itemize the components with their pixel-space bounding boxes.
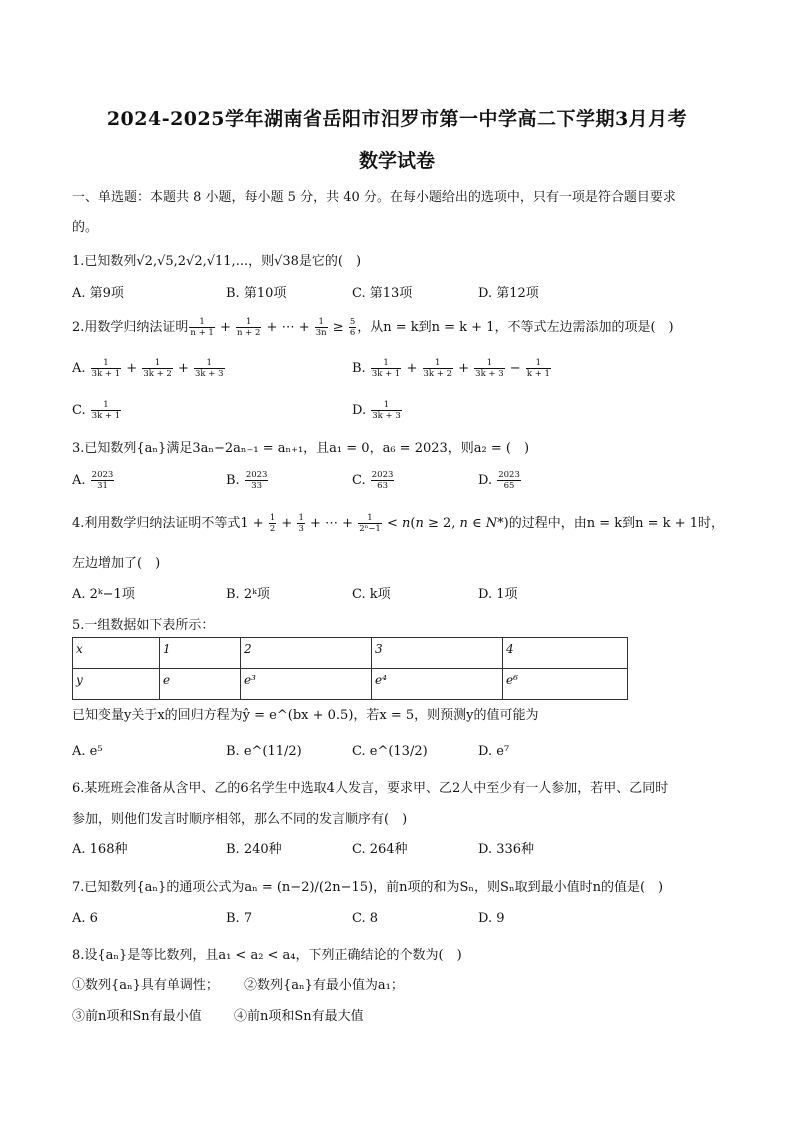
table-cell: 1	[160, 638, 241, 669]
question-2-stem-post: ，从n = k到n = k + 1，不等式左边需添加的项是( )	[357, 320, 674, 335]
question-3-option-a: A. $\frac{2023}{31}$	[72, 470, 114, 491]
section-instructions-line2: 的。	[72, 220, 99, 235]
table-cell: e⁴	[372, 669, 503, 700]
question-8-item-1: ①数列{aₙ}具有单调性；	[72, 978, 219, 993]
section-instructions-line1: 一、单选题：本题共 8 小题，每小题 5 分，共 40 分。在每小题给出的选项中，只有一项是符合题目要求	[72, 190, 676, 205]
page-subtitle: 数学试卷	[358, 150, 435, 172]
table-row	[73, 669, 628, 700]
table-cell: e⁶	[503, 669, 628, 700]
question-1-stem: 1.已知数列√2,√5,2√2,√11,...，则√38是它的( )	[72, 254, 362, 269]
question-1-option-d: D. 第12项	[478, 286, 539, 301]
table-row	[73, 638, 628, 669]
question-4-stem-line2: 左边增加了( )	[72, 556, 161, 571]
question-5-stem: 5.一组数据如下表所示：	[72, 618, 215, 633]
table-cell: e	[160, 669, 241, 700]
question-7-stem: 7.已知数列{aₙ}的通项公式为aₙ = (n−2)/(2n−15)，前n项的和为Sₙ，则Sₙ取到最小值时n的值是( )	[72, 880, 664, 895]
question-2-option-b: B. $\frac{1}{3k + 1}$ + $\frac{1}{3k + 2}$ + $\frac{1}{3k + 3}$ − $\frac{1}{k + 1}$	[352, 358, 550, 379]
question-5-option-d: D. e⁷	[478, 744, 510, 759]
question-1-option-b: B. 第10项	[226, 286, 287, 301]
question-7-option-c: C. 8	[352, 911, 379, 926]
question-3-option-d: D. $\frac{2023}{65}$	[478, 470, 520, 491]
question-2-stem-pre: 2.用数学归纳法证明	[72, 320, 189, 335]
question-3-option-b: B. $\frac{2023}{33}$	[226, 470, 268, 491]
table-cell: 2	[241, 638, 372, 669]
question-4-option-c: C. k项	[352, 587, 391, 602]
table-cell: x	[73, 638, 160, 669]
question-5-option-b: B. e^(11/2)	[226, 744, 302, 759]
question-4-option-a: A. 2ᵏ−1项	[72, 587, 135, 602]
question-6-option-a: A. 168种	[72, 842, 128, 857]
question-1-option-a: A. 第9项	[72, 286, 124, 301]
question-8-item-2: ②数列{aₙ}有最小值为a₁；	[244, 978, 404, 993]
table-cell: y	[73, 669, 160, 700]
question-3-option-c: C. $\frac{2023}{63}$	[352, 470, 394, 491]
question-8-item-4: ④前n项和Sn有最大值	[234, 1009, 364, 1024]
question-5-option-a: A. e⁵	[72, 744, 103, 759]
question-2-stem: 2.用数学归纳法证明 $\frac{1}{n + 1}$ + $\frac{1}{n + 2}$ + ⋯ + $\frac{1}{3n}$ ≥ $\frac{5}{6}$ ，从n = k到n = k + 1，不等式左边需添加的项是( )	[72, 317, 674, 338]
question-2-option-c: C. $\frac{1}{3k + 1}$	[72, 400, 121, 421]
table-cell: 4	[503, 638, 628, 669]
table-cell: e³	[241, 669, 372, 700]
question-8-item-3: ③前n项和Sn有最小值	[72, 1009, 202, 1024]
question-6-stem-line2: 参加，则他们发言时顺序相邻，那么不同的发言顺序有( )	[72, 812, 408, 827]
question-2-option-a: A. $\frac{1}{3k + 1}$ + $\frac{1}{3k + 2}$ + $\frac{1}{3k + 3}$	[72, 358, 224, 379]
question-7-option-d: D. 9	[478, 911, 505, 926]
data-table	[72, 637, 628, 700]
question-6-option-d: D. 336种	[478, 842, 535, 857]
question-5-option-c: C. e^(13/2)	[352, 744, 428, 759]
table-cell: 3	[372, 638, 503, 669]
question-6-option-c: C. 264种	[352, 842, 408, 857]
page-title: 2024-2025学年湖南省岳阳市汨罗市第一中学高二下学期3月月考	[106, 108, 688, 130]
question-4-option-b: B. 2ᵏ项	[226, 587, 270, 602]
question-7-option-a: A. 6	[72, 911, 98, 926]
question-3-stem: 3.已知数列{aₙ}满足3aₙ−2aₙ₋₁ = aₙ₊₁，且a₁ = 0，a₆ = 2023，则a₂ = ( )	[72, 441, 530, 456]
question-2-option-d: D. $\frac{1}{3k + 3}$	[352, 400, 401, 421]
question-1-option-c: C. 第13项	[352, 286, 413, 301]
question-4-stem: 4.利用数学归纳法证明不等式1 + $\frac{1}{2}$ + $\frac{1}{3}$ + ⋯ + $\frac{1}{\text{2ⁿ−1}}$ < n(n ≥ 2, n ∈ N*)的过程中，由n = k到n = k + 1时，	[72, 513, 724, 534]
question-7-option-b: B. 7	[226, 911, 253, 926]
question-6-option-b: B. 240种	[226, 842, 282, 857]
question-8-stem: 8.设{aₙ}是等比数列，且a₁ < a₂ < a₄，下列正确结论的个数为( )	[72, 948, 462, 963]
question-5-stem-line2: 已知变量y关于x的回归方程为ŷ = e^(bx + 0.5)，若x = 5，则预测y的值可能为	[72, 708, 539, 723]
question-6-stem: 6.某班班会准备从含甲、乙的6名学生中选取4人发言，要求甲、乙2人中至少有一人参加，若甲、乙同时	[72, 781, 669, 796]
question-4-option-d: D. 1项	[478, 587, 518, 602]
